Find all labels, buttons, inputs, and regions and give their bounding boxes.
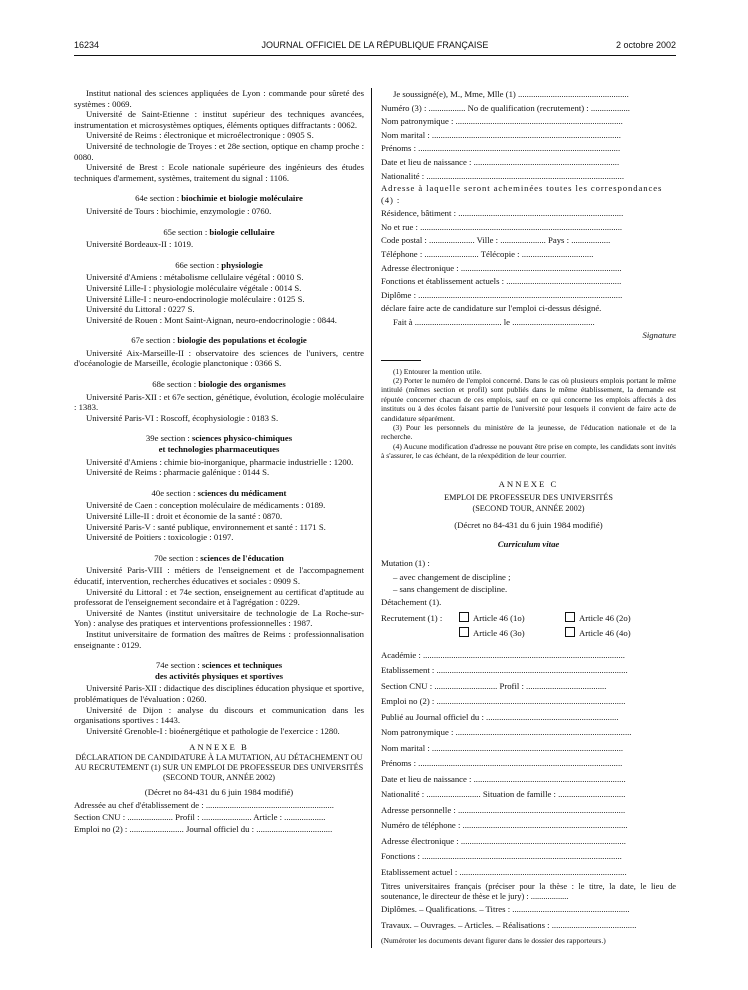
university-entry: Université Paris-XII : et 67e section, génétique, évolution, écologie moléculaire : 1383. xyxy=(74,391,364,413)
footnote-rule xyxy=(381,360,421,361)
section-number: 66e section : xyxy=(175,259,222,270)
checkbox-article-46-2[interactable] xyxy=(565,612,575,622)
section-title: sciences physico-chimiques xyxy=(191,433,293,444)
cv-field: Publié au Journal officiel du : ............................................................. xyxy=(381,711,619,722)
annex-b-line: Section CNU : ..................... Profil : ....................... Article : ................... xyxy=(74,812,326,823)
section-number: 65e section : xyxy=(163,226,210,237)
titres-field: Titres universitaires français (préciser pour la thèse : le titre, la date, le lieu de soutenance, le directeur de thèse et le jury) : .................. xyxy=(381,882,676,902)
declaration-field: Diplôme : .............................................................................................. xyxy=(381,289,623,300)
university-entry: Université d'Amiens : métabolisme cellulaire végétal : 0010 S. xyxy=(86,272,304,283)
university-entry: Université de Rouen : Mont Saint-Aignan, neuro-endocrinologie : 0844. xyxy=(86,314,337,325)
cv-field: Nom patronymique : ................................................................................. xyxy=(381,727,632,738)
section-heading xyxy=(74,193,364,204)
declaration-field: Numéro (3) : ................. No de qualification (recrutement) : .................. xyxy=(381,102,630,113)
section-heading xyxy=(74,227,364,238)
mutation-option: – sans changement de discipline. xyxy=(393,584,508,595)
intro-item: Institut national des sciences appliquées de Lyon : commande pour sûreté des systèmes : 0069. xyxy=(74,88,364,109)
left-column xyxy=(74,88,364,835)
journal-title: JOURNAL OFFICIEL DE LA RÉPUBLIQUE FRANÇAISE xyxy=(261,40,489,50)
intro-item: Université de technologie de Troyes : et 28e section, optique en champ proche : 0080. xyxy=(74,140,364,162)
section-title: sciences du médicament xyxy=(197,487,287,498)
final-note: (Numéroter les documents devant figurer dans le dossier des rapporteurs.) xyxy=(381,936,606,946)
section-heading xyxy=(74,433,364,454)
page-header xyxy=(74,40,676,54)
header-rule xyxy=(74,55,676,56)
cv-field: Nationalité : ......................... Situation de famille : ............................... xyxy=(381,789,626,800)
checkbox-article-46-4[interactable] xyxy=(565,627,575,637)
university-entry: Université du Littoral : et 74e section, enseignement au certificat d'aptitude au professorat de l'enseignement secondaire et à l'agrégation : 0229. xyxy=(74,586,364,608)
page-number: 16234 xyxy=(74,40,100,50)
university-entry: Université Lille-I : physiologie moléculaire végétale : 0014 S. xyxy=(86,282,302,293)
footnote: (2) Porter le numéro de l'emploi concerné. Dans le cas où plusieurs emplois portant le même intitulé (mêmes section et profil) sont publiés dans le même établissement, la demande est réputée concerner chacun de ces emplois, sauf en ce qui concerne les emplois affectés à des instituts ou à des écoles faisant partie de l'université pour lesquels il convient de faire acte de candidature séparément. xyxy=(381,375,676,423)
article-46-3-label: Article 46 (3o) xyxy=(473,628,525,639)
signature-row xyxy=(381,330,676,344)
section-heading xyxy=(74,660,364,681)
declaration-field: Résidence, bâtiment : ............................................................................ xyxy=(381,208,624,219)
cv-field: Fonctions : ............................................................................................ xyxy=(381,851,622,862)
section-list xyxy=(74,193,364,736)
cv-field: Académie : ............................................................................................. xyxy=(381,649,625,660)
checkbox-article-46-1[interactable] xyxy=(459,612,469,622)
university-entry: Université de Caen : conception moléculaire de médicaments : 0189. xyxy=(86,500,326,511)
section-number: 40e section : xyxy=(151,487,198,498)
university-entry: Université Bordeaux-II : 1019. xyxy=(86,239,194,250)
section-title: biologie des organismes xyxy=(198,379,286,390)
signature-label: Signature xyxy=(642,329,676,340)
section-heading xyxy=(74,553,364,564)
section-title: sciences et techniques xyxy=(201,660,283,671)
mutation-option: – avec changement de discipline ; xyxy=(393,572,511,583)
university-entry: Université de Reims : pharmacie galénique : 0144 S. xyxy=(86,467,270,478)
section-title: biochimie et biologie moléculaire xyxy=(181,193,303,204)
section-number: 64e section : xyxy=(135,193,182,204)
university-entry: Université Lille-I : neuro-endocrinologie moléculaire : 0125 S. xyxy=(86,293,305,304)
university-entry: Université Lille-II : droit et économie de la santé : 0870. xyxy=(86,511,283,521)
issue-date: 2 octobre 2002 xyxy=(615,40,676,50)
cv-field: Emploi no (2) : ....................................................................................... xyxy=(381,696,626,707)
declaration-field: Code postal : ..................... Ville : ..................... Pays : .................. xyxy=(381,235,611,246)
section-title: physiologie xyxy=(221,259,263,270)
section-heading xyxy=(74,379,364,390)
section-number: 74e section : xyxy=(155,660,202,671)
travaux-field: Travaux. – Ouvrages. – Articles. – Réalisations : ....................................... xyxy=(381,919,637,930)
university-entry: Université du Littoral : 0227 S. xyxy=(86,304,195,315)
cv-fields xyxy=(381,648,676,881)
section-number: 68e section : xyxy=(152,379,199,390)
intro-item: Université de Saint-Etienne : institut supérieur des techniques avancées, instrumentation et microsystèmes optiques, éléments optiques diffractants : 0062. xyxy=(74,109,364,130)
section-number: 67e section : xyxy=(131,335,178,346)
declaration-field: Date et lieu de naissance : ................................................................... xyxy=(381,156,620,167)
section-heading xyxy=(74,335,364,346)
section-title: biologie des populations et écologie xyxy=(177,335,307,346)
column-divider xyxy=(371,88,372,948)
section-title-line-2: et technologies pharmaceutiques xyxy=(158,444,280,455)
checkbox-article-46-3[interactable] xyxy=(459,627,469,637)
article-46-4-label: Article 46 (4o) xyxy=(579,628,631,639)
section-heading xyxy=(74,260,364,271)
university-entry: Université de Nantes (institut universitaire de technologie de La Roche-sur-Yon) : analyse des pratiques et interventions professionnelles : 1987. xyxy=(74,607,364,629)
declaration-field: Adresse électronique : .......................................................................... xyxy=(381,262,622,273)
university-entry: Université Paris-VI : Roscoff, écophysiologie : 0183 S. xyxy=(86,412,279,423)
cv-field: Etablissement actuel : ............................................................................. xyxy=(381,866,627,877)
annex-c-title: ANNEXE C xyxy=(498,478,559,489)
annex-b-heading: DÉCLARATION DE CANDIDATURE À LA MUTATION, AU DÉTACHEMENT OU AU RECRUTEMENT (1) SUR UN EMPLOI DE PROFESSEUR DES UNIVERSITÉS (SECOND TOUR, ANNÉE 2002) xyxy=(74,752,364,782)
intro-item: Université de Reims : électronique et microélectronique : 0905 S. xyxy=(86,130,314,141)
footnote: (3) Pour les personnels du ministère de la jeunesse, de l'éducation nationale et de la recherche. xyxy=(381,422,676,442)
cv-field: Nom marital : ........................................................................................ xyxy=(381,742,624,753)
cv-field: Adresse électronique : ............................................................................ xyxy=(381,835,626,846)
annex-b-line: Adressée au chef d'établissement de : ........................................................... xyxy=(74,800,334,811)
university-entry: Université de Dijon : analyse du discours et communication dans les organisations sportives : 1443. xyxy=(74,704,364,726)
university-entry: Université Grenoble-I : bioénergétique et pathologie de l'exercice : 1280. xyxy=(86,725,340,736)
annex-c-heading-2: (SECOND TOUR, ANNÉE 2002) xyxy=(472,503,585,513)
university-entry: Université d'Amiens : chimie bio-inorganique, pharmacie industrielle : 1200. xyxy=(86,456,354,467)
declaration-field: No et rue : ............................................................................................. xyxy=(381,221,623,232)
footnote: (4) Aucune modification d'adresse ne pouvant être prise en compte, les candidats sont invités à s'assurer, le cas échéant, de la réexpédition de leur courrier. xyxy=(381,441,676,461)
footnote: (1) Entourer la mention utile. xyxy=(393,366,482,376)
cv-field: Date et lieu de naissance : ...................................................................... xyxy=(381,773,626,784)
annex-c-decree: (Décret no 84-431 du 6 juin 1984 modifié) xyxy=(454,520,603,531)
declaration-field: Fait à ........................................ le ...................................... xyxy=(393,316,595,327)
article-46-1-label: Article 46 (1o) xyxy=(473,612,525,623)
cv-block xyxy=(381,556,676,949)
recrutement-label: Recrutement (1) : xyxy=(381,612,443,623)
university-entry: Université Paris-VIII : métiers de l'enseignement et de l'accompagnement éducatif, intervention, recherches éducatives et sociales : 0909 S. xyxy=(74,565,364,586)
declaration-field: Nom marital : ....................................................................................... xyxy=(381,129,621,140)
university-entry: Institut universitaire de formation des maîtres de Reims : professionnalisation enseignante : 0129. xyxy=(74,628,364,650)
declaration-field: Nom patronymique : ............................................................................. xyxy=(381,116,623,127)
declaration-field: Nationalité : ........................................................................................... xyxy=(381,170,624,181)
section-number: 70e section : xyxy=(154,552,201,563)
section-title-line-2: des activités physiques et sportives xyxy=(155,670,283,681)
cv-field: Adresse personnelle : ............................................................................. xyxy=(381,804,626,815)
detachement-label: Détachement (1). xyxy=(381,597,442,608)
university-entry: Université Aix-Marseille-II : observatoire des sciences de l'univers, centre d'océanologie de Marseille, écologie planctonique : 0366 S. xyxy=(74,347,364,369)
cv-title: Curriculum vitae xyxy=(497,538,560,549)
declaration-field: déclare faire acte de candidature sur l'emploi ci-dessus désigné. xyxy=(381,303,602,314)
section-heading xyxy=(74,488,364,499)
diplomes-field: Diplômes. – Qualifications. – Titres : ...................................................... xyxy=(381,904,630,915)
recrutement-row-2 xyxy=(381,626,676,642)
cv-field: Etablissement : ........................................................................................ xyxy=(381,665,628,676)
university-entry: Université de Tours : biochimie, enzymologie : 0760. xyxy=(86,205,272,216)
recrutement-row xyxy=(381,611,676,627)
declaration-field: Adresse à laquelle seront acheminées toutes les correspondances (4) : xyxy=(381,183,663,205)
declaration-field: Fonctions et établissement actuels : ..................................................... xyxy=(381,276,622,287)
intro-item: Université de Brest : Ecole nationale supérieure des ingénieurs des études techniques d'armement, systèmes, traitement du signal : 1106. xyxy=(74,162,364,183)
declaration-form xyxy=(381,88,676,330)
mutation-label: Mutation (1) : xyxy=(381,557,430,568)
article-46-2-label: Article 46 (2o) xyxy=(579,612,631,623)
cv-field: Numéro de téléphone : ............................................................................ xyxy=(381,820,628,831)
cv-field: Section CNU : ............................. Profil : ..................................... xyxy=(381,680,607,691)
annex-b-decree: (Décret no 84-431 du 6 juin 1984 modifié) xyxy=(144,786,294,797)
university-entry: Université Paris-V : santé publique, environnement et santé : 1171 S. xyxy=(86,521,326,532)
declaration-field: Téléphone : ......................... Télécopie : ................................. xyxy=(381,248,594,259)
section-title: biologie cellulaire xyxy=(209,226,275,237)
section-number: 39e section : xyxy=(145,433,192,444)
annex-c-heading-1: EMPLOI DE PROFESSEUR DES UNIVERSITÉS xyxy=(444,493,613,503)
annex-b-title: ANNEXE B xyxy=(189,742,249,753)
university-entry: Université Paris-XII : didactique des disciplines éducation physique et sportive, problématiques de l'évaluation : 0260. xyxy=(74,683,364,704)
university-entry: Université de Poitiers : toxicologie : 0197. xyxy=(86,532,234,543)
right-column xyxy=(381,88,676,949)
section-title: sciences de l'éducation xyxy=(200,552,284,563)
declaration-field: Prénoms : ............................................................................................. xyxy=(381,143,621,154)
declaration-field: Je soussigné(e), M., Mme, Mlle (1) ................................................... xyxy=(393,89,629,99)
annex-b-line: Emploi no (2) : ......................... Journal officiel du : ................................... xyxy=(74,824,333,835)
cv-field: Prénoms : .............................................................................................. xyxy=(381,758,623,769)
